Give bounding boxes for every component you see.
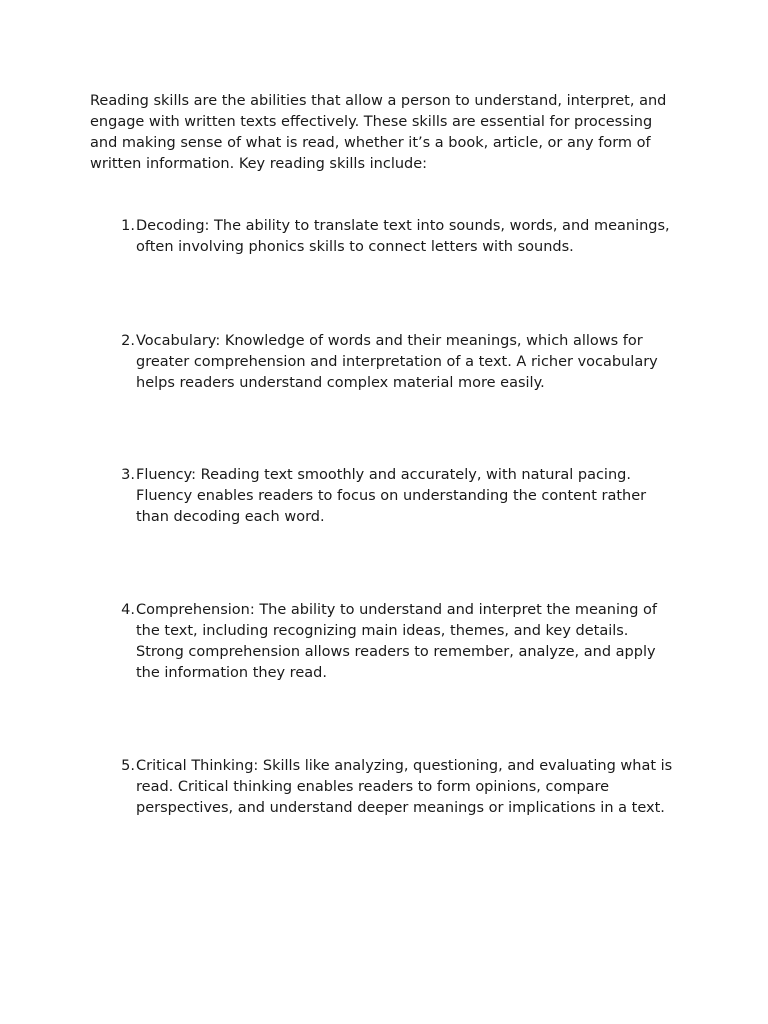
list-item-text: Decoding: The ability to translate text into sounds, words, and meanings, often involving phonics skills to connect letters with sounds.	[136, 218, 670, 255]
list-item-text: Fluency: Reading text smoothly and accurately, with natural pacing. Fluency enables readers to focus on understanding the content rather than decoding each word.	[136, 467, 647, 525]
intro-paragraph: Reading skills are the abilities that allow a person to understand, interpret, and engage with written texts effectively. These skills are essential for processing and making sense of what is read, whether it’s a book, article, or any form of written information. Key reading skills include:	[90, 93, 667, 172]
list-item	[113, 331, 679, 394]
list-item-number: 2.	[121, 333, 135, 349]
list-item-number: 4.	[121, 602, 135, 618]
list-item-text: Critical Thinking: Skills like analyzing, questioning, and evaluating what is read. Critical thinking enables readers to form opinions, compare perspectives, and understand deeper meanings or implications in a text.	[136, 758, 673, 816]
list-item	[113, 216, 679, 258]
list-item-number: 3.	[121, 467, 135, 483]
list-item	[113, 600, 679, 684]
list-item-text: Vocabulary: Knowledge of words and their meanings, which allows for greater comprehension and interpretation of a text. A richer vocabulary helps readers understand complex material more easily.	[136, 333, 658, 391]
list-item	[113, 465, 679, 528]
list-item-number: 1.	[121, 218, 135, 234]
list-item	[113, 756, 679, 819]
document-page	[90, 91, 690, 816]
list-item-number: 5.	[121, 758, 135, 774]
list-item-text: Comprehension: The ability to understand and interpret the meaning of the text, including recognizing main ideas, themes, and key details. Strong comprehension allows readers to remember, analyze, and apply the information they read.	[136, 602, 657, 681]
